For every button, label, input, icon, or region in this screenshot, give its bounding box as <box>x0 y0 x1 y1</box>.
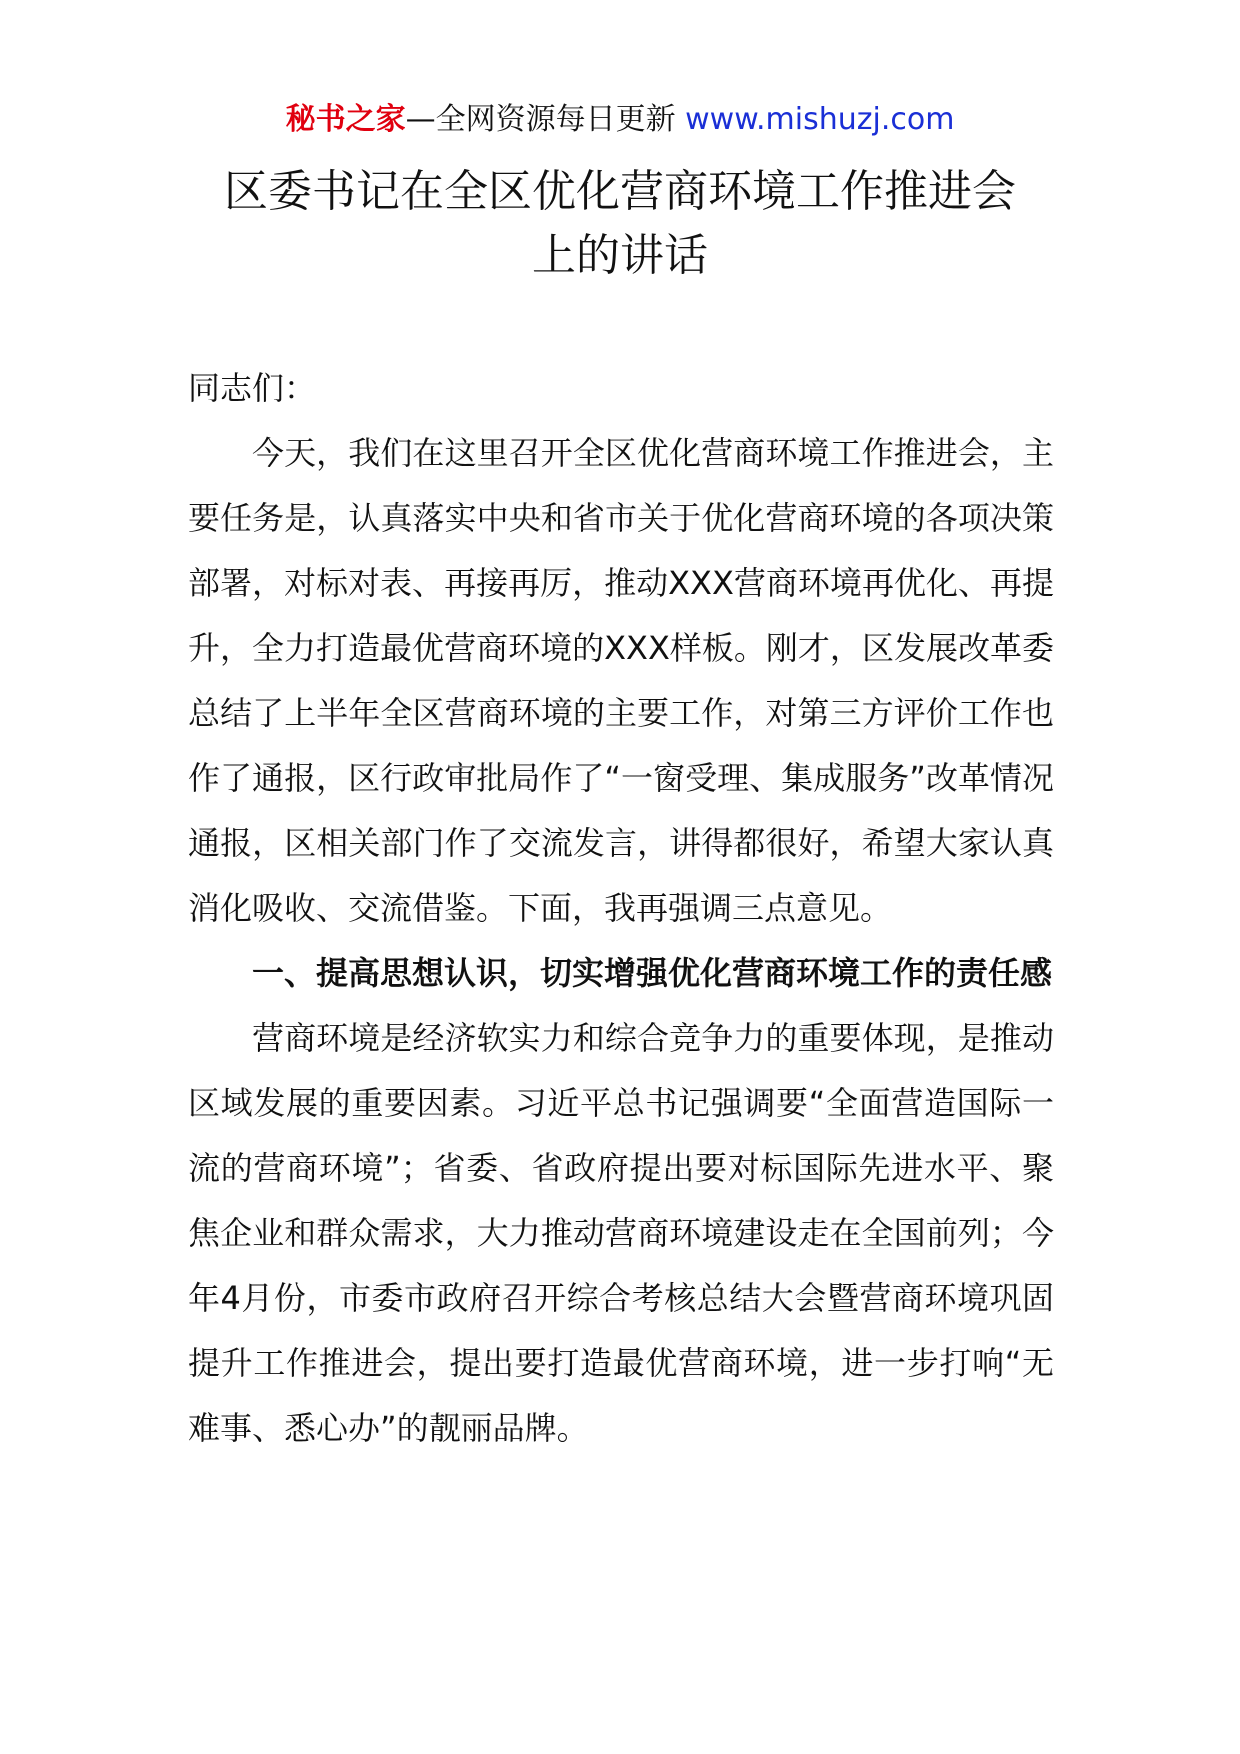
website-url[interactable]: www.mishuzj.com <box>685 102 955 137</box>
document-body <box>188 356 1054 1461</box>
paragraph-intro: 今天，我们在这里召开全区优化营商环境工作推进会，主要任务是，认真落实中央和省市关于优化营商环境的各项决策部署，对标对表、再接再厉，推动XXX营商环境再优化、再提升，全力打造最优营商环境的XXX样板。刚才，区发展改革委总结了上半年全区营商环境的主要工作，对第三方评价工作也作了通报，区行政审批局作了“一窗受理、集成服务”改革情况通报，区相关部门作了交流发言，讲得都很好，希望大家认真消化吸收、交流借鉴。下面，我再强调三点意见。 <box>188 434 1054 927</box>
document-title <box>130 160 1110 288</box>
header-tagline: —全网资源每日更新 <box>405 102 686 137</box>
brand-name: 秘书之家 <box>285 102 406 137</box>
site-header <box>0 100 1240 140</box>
salutation: 同志们： <box>188 369 317 407</box>
title-line-1: 区委书记在全区优化营商环境工作推进会 <box>224 166 1016 217</box>
paragraph-section-1: 营商环境是经济软实力和综合竞争力的重要体现，是推动区域发展的重要因素。习近平总书记强调要“全面营造国际一流的营商环境”；省委、省政府提出要对标国际先进水平、聚焦企业和群众需求，大力推动营商环境建设走在全国前列；今年4月份，市委市政府召开综合考核总结大会暨营商环境巩固提升工作推进会，提出要打造最优营商环境，进一步打响“无难事、悉心办”的靓丽品牌。 <box>188 1019 1054 1447</box>
section-heading-1: 一、提高思想认识，切实增强优化营商环境工作的责任感 <box>252 954 1053 992</box>
title-line-2: 上的讲话 <box>532 230 708 281</box>
